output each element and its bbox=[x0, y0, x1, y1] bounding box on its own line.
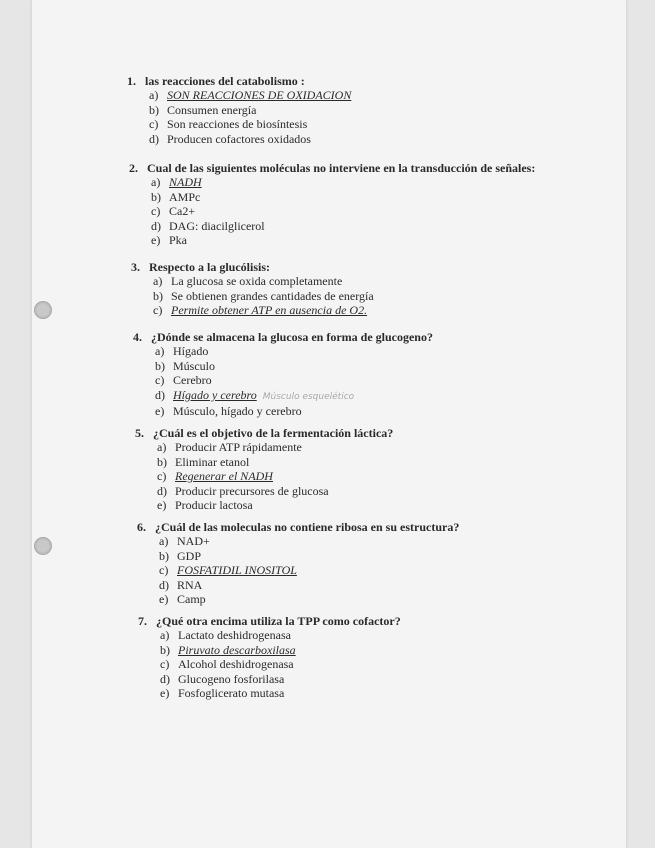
question-title bbox=[131, 260, 374, 274]
option bbox=[155, 359, 433, 373]
option bbox=[157, 484, 393, 498]
option-text: DAG: diacilglicerol bbox=[169, 218, 265, 233]
option-text: Consumen energía bbox=[167, 102, 257, 117]
option-list bbox=[157, 440, 393, 512]
option-text: Eliminar etanol bbox=[175, 454, 250, 469]
option-selected bbox=[151, 175, 535, 189]
option-letter: e) bbox=[155, 404, 165, 419]
question-text: Cual de las siguientes moléculas no interviene en la transducción de señales: bbox=[147, 161, 536, 175]
option-text: Producir precursores de glucosa bbox=[175, 483, 329, 498]
option-selected bbox=[155, 388, 433, 404]
option-text: Ca2+ bbox=[169, 204, 196, 219]
option-letter: a) bbox=[151, 175, 161, 190]
option-selected bbox=[149, 88, 351, 102]
option-letter: b) bbox=[151, 189, 161, 204]
option-list bbox=[160, 628, 401, 700]
option-text: Son reacciones de biosíntesis bbox=[167, 117, 308, 132]
option bbox=[160, 686, 401, 700]
question-title bbox=[135, 426, 393, 440]
option bbox=[153, 274, 374, 288]
question-text: ¿Cuál de las moleculas no contiene ribosa en su estructura? bbox=[155, 520, 460, 534]
option bbox=[153, 289, 374, 303]
option-selected bbox=[157, 469, 393, 483]
option-text: Músculo, hígado y cerebro bbox=[173, 404, 302, 419]
option-text: La glucosa se oxida completamente bbox=[171, 274, 343, 289]
option bbox=[151, 190, 535, 204]
question-text: las reacciones del catabolismo : bbox=[145, 74, 305, 88]
question-number: 2. bbox=[129, 161, 138, 175]
option-letter: a) bbox=[160, 628, 170, 643]
option-letter: d) bbox=[155, 387, 165, 402]
option-letter: a) bbox=[153, 274, 163, 289]
option-selected bbox=[153, 303, 374, 317]
option-letter: e) bbox=[159, 592, 169, 607]
option-text: Producir lactosa bbox=[175, 498, 253, 513]
option bbox=[149, 117, 351, 131]
option-text: Lactato deshidrogenasa bbox=[178, 628, 291, 643]
question-text: ¿Cuál es el objetivo de la fermentación láctica? bbox=[153, 426, 394, 440]
question-title bbox=[127, 74, 351, 88]
question-2 bbox=[129, 161, 535, 247]
option-text: Músculo bbox=[173, 358, 215, 373]
option bbox=[160, 672, 401, 686]
option-text: GDP bbox=[177, 548, 202, 563]
option-text: Se obtienen grandes cantidades de energía bbox=[171, 288, 374, 303]
option bbox=[151, 219, 535, 233]
option-letter: b) bbox=[160, 642, 170, 657]
option-letter: d) bbox=[151, 218, 161, 233]
question-title bbox=[138, 614, 401, 628]
question-6 bbox=[137, 520, 459, 606]
option-letter: e) bbox=[157, 498, 167, 513]
option-list bbox=[149, 88, 351, 146]
option bbox=[160, 657, 401, 671]
option-letter: b) bbox=[153, 288, 163, 303]
option bbox=[159, 578, 459, 592]
question-text: Respecto a la glucólisis: bbox=[149, 260, 270, 274]
option bbox=[149, 103, 351, 117]
handwritten-note: Músculo esquelético bbox=[262, 391, 355, 402]
option-text: FOSFATIDIL INOSITOL bbox=[177, 563, 297, 578]
option-text: Producen cofactores oxidados bbox=[167, 131, 311, 146]
option-letter: b) bbox=[159, 548, 169, 563]
option-text: Cerebro bbox=[173, 373, 212, 388]
option-letter: c) bbox=[155, 373, 165, 388]
option bbox=[149, 132, 351, 146]
option-text: Producir ATP rápidamente bbox=[175, 440, 302, 455]
option-text: Glucogeno fosforilasa bbox=[178, 671, 285, 686]
option-text: Regenerar el NADH bbox=[175, 469, 273, 484]
option-list bbox=[153, 274, 374, 317]
option-selected bbox=[160, 643, 401, 657]
option bbox=[155, 344, 433, 358]
option-list bbox=[159, 534, 459, 606]
option-letter: b) bbox=[157, 454, 167, 469]
question-number: 7. bbox=[138, 614, 147, 628]
option-text: AMPc bbox=[169, 189, 201, 204]
option-letter: d) bbox=[160, 671, 170, 686]
question-4 bbox=[133, 330, 433, 418]
option bbox=[159, 592, 459, 606]
option bbox=[151, 204, 535, 218]
option-letter: a) bbox=[149, 88, 159, 103]
option-letter: a) bbox=[159, 534, 169, 549]
question-number: 5. bbox=[135, 426, 144, 440]
option-text: Permite obtener ATP en ausencia de O2. bbox=[171, 303, 368, 318]
option-letter: d) bbox=[157, 483, 167, 498]
option-letter: e) bbox=[151, 233, 161, 248]
option bbox=[155, 373, 433, 387]
option-letter: c) bbox=[157, 469, 167, 484]
option-letter: b) bbox=[149, 102, 159, 117]
option-selected bbox=[159, 563, 459, 577]
question-1 bbox=[127, 74, 351, 146]
question-5 bbox=[135, 426, 393, 512]
option-letter: c) bbox=[153, 303, 163, 318]
punch-hole-top bbox=[34, 301, 52, 319]
question-text: ¿Qué otra encima utiliza la TPP como cofactor? bbox=[156, 614, 401, 628]
question-title bbox=[129, 161, 535, 175]
question-number: 1. bbox=[127, 74, 136, 88]
question-number: 6. bbox=[137, 520, 146, 534]
exam-page bbox=[32, 0, 626, 848]
option-letter: a) bbox=[155, 344, 165, 359]
option bbox=[157, 440, 393, 454]
question-title bbox=[137, 520, 459, 534]
question-text: ¿Dónde se almacena la glucosa en forma de glucogeno? bbox=[151, 330, 433, 344]
option bbox=[155, 404, 433, 418]
option-text: NADH bbox=[169, 175, 202, 190]
option-text: SON REACCIONES DE OXIDACION bbox=[167, 88, 352, 103]
question-title bbox=[133, 330, 433, 344]
option bbox=[157, 455, 393, 469]
option-list bbox=[151, 175, 535, 247]
option-text: Fosfoglicerato mutasa bbox=[178, 686, 285, 701]
option-text: NAD+ bbox=[177, 534, 210, 549]
question-3 bbox=[131, 260, 374, 318]
option bbox=[159, 549, 459, 563]
option-letter: c) bbox=[160, 657, 170, 672]
option-letter: a) bbox=[157, 440, 167, 455]
option-list bbox=[155, 344, 433, 418]
option-letter: c) bbox=[159, 563, 169, 578]
option-letter: d) bbox=[159, 577, 169, 592]
option-letter: c) bbox=[149, 117, 159, 132]
punch-hole-bottom bbox=[34, 537, 52, 555]
option-letter: e) bbox=[160, 686, 170, 701]
option-letter: d) bbox=[149, 131, 159, 146]
option-text: Hígado y cerebro bbox=[173, 387, 257, 402]
option bbox=[151, 233, 535, 247]
option bbox=[157, 498, 393, 512]
option-text: RNA bbox=[177, 577, 203, 592]
option bbox=[160, 628, 401, 642]
option-text: Alcohol deshidrogenasa bbox=[178, 657, 294, 672]
option-letter: b) bbox=[155, 358, 165, 373]
option-text: Hígado bbox=[173, 344, 209, 359]
option bbox=[159, 534, 459, 548]
option-text: Pka bbox=[169, 233, 187, 248]
question-number: 3. bbox=[131, 260, 140, 274]
question-7 bbox=[138, 614, 401, 700]
option-letter: c) bbox=[151, 204, 161, 219]
question-number: 4. bbox=[133, 330, 142, 344]
option-text: Camp bbox=[177, 592, 206, 607]
option-text: Piruvato descarboxilasa bbox=[178, 642, 296, 657]
